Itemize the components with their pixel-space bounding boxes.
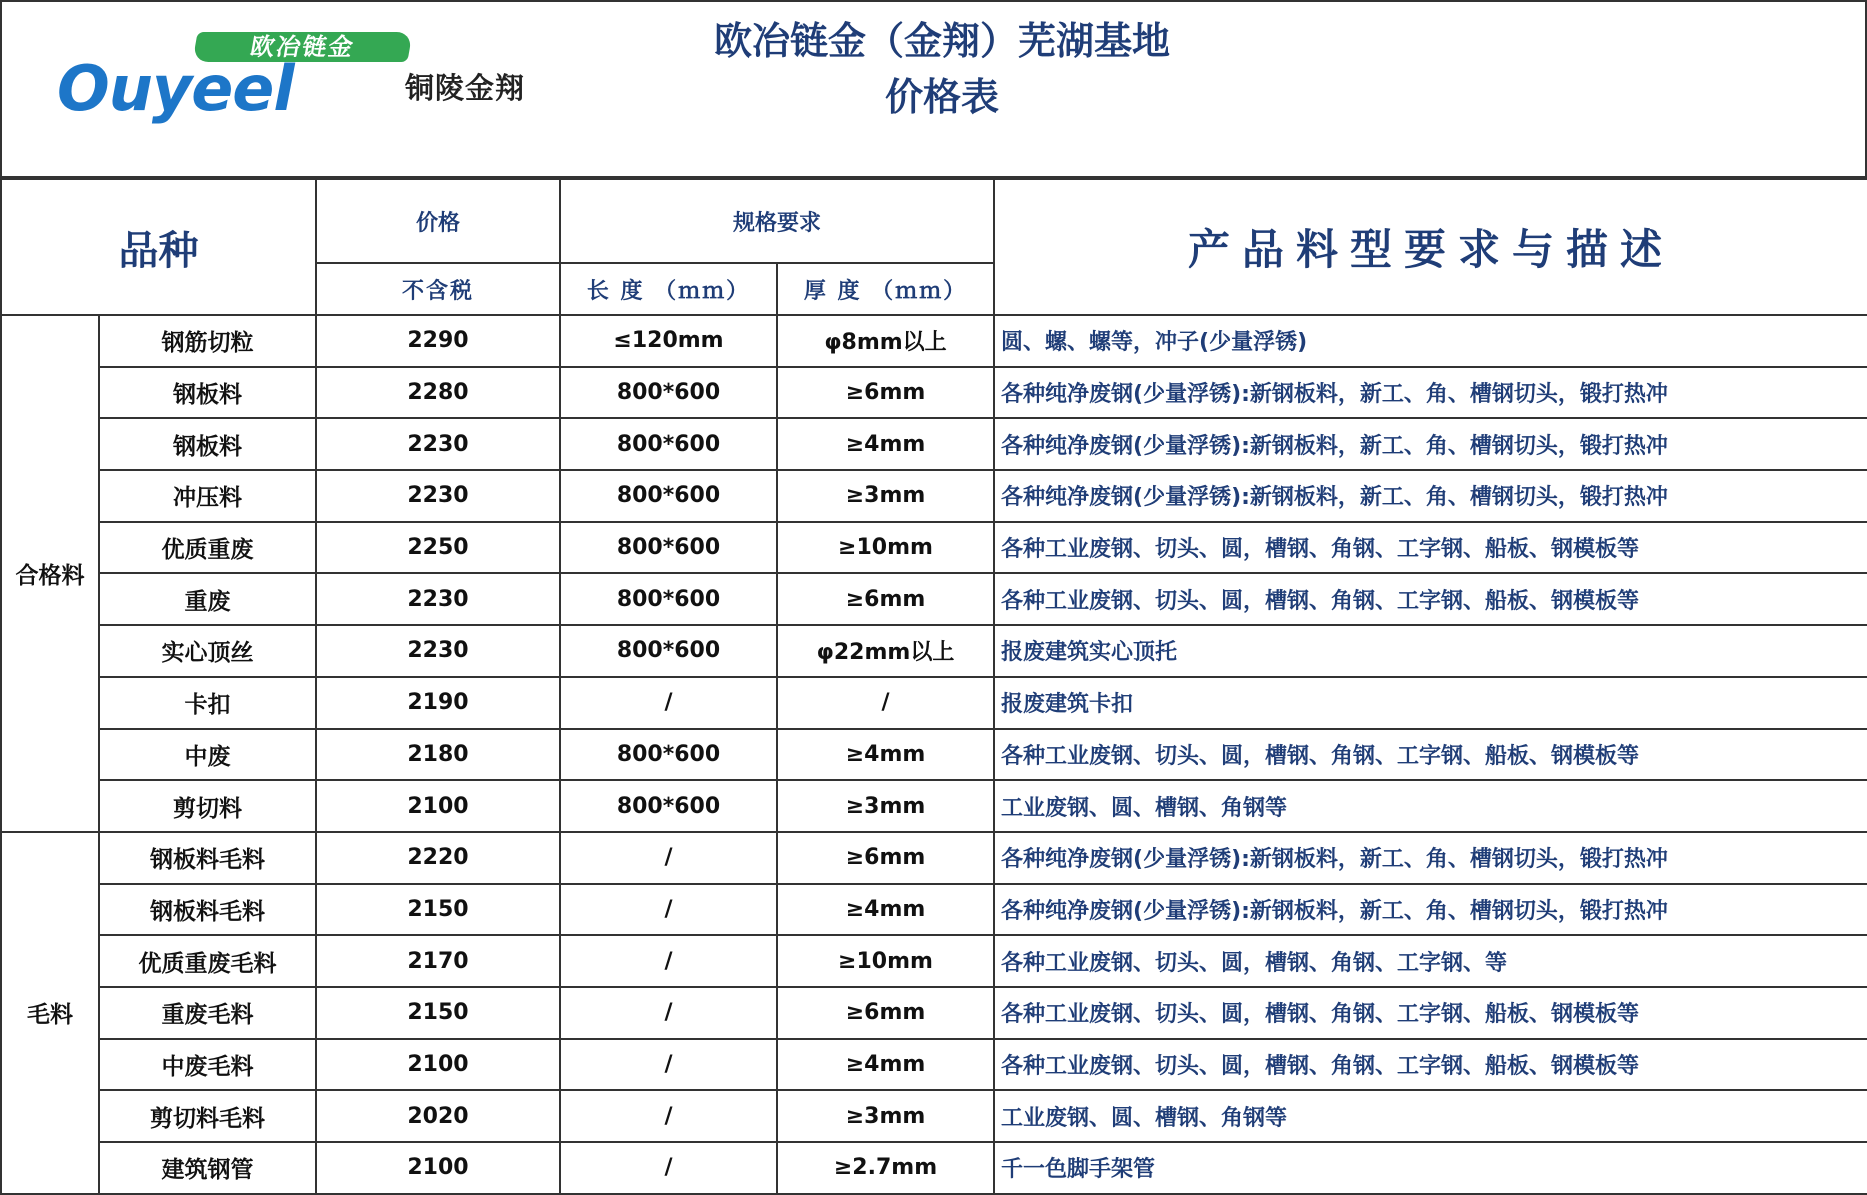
variety-cell: 钢板料毛料 [99, 884, 316, 936]
header-length: 长 度 （ｍｍ） [560, 263, 777, 315]
variety-cell: 钢板料毛料 [99, 832, 316, 884]
thickness-cell: ≥3mm [777, 470, 994, 522]
logo-company-name: 铜陵金翔 [405, 71, 526, 105]
table-row [1, 315, 1867, 367]
table-body [1, 315, 1867, 1194]
length-cell: 800*600 [560, 418, 777, 470]
price-cell: 2280 [316, 367, 560, 419]
length-cell: 800*600 [560, 729, 777, 781]
table-row [1, 573, 1867, 625]
price-cell: 2150 [316, 884, 560, 936]
price-cell: 2230 [316, 470, 560, 522]
thickness-cell: ≥3mm [777, 1090, 994, 1142]
description-cell: 各种工业废钢、切头、圆，槽钢、角钢、工字钢、船板、钢模板等 [994, 1039, 1867, 1091]
thickness-cell: ≥3mm [777, 780, 994, 832]
price-table [0, 178, 1867, 1195]
ouyeel-logo [57, 32, 597, 125]
variety-cell: 钢板料 [99, 367, 316, 419]
header-price: 价格 [316, 179, 560, 263]
thickness-cell: / [777, 677, 994, 729]
description-cell: 各种工业废钢、切头、圆，槽钢、角钢、工字钢、船板、钢模板等 [994, 522, 1867, 574]
table-row [1, 780, 1867, 832]
table-row [1, 1039, 1867, 1091]
description-cell: 工业废钢、圆、槽钢、角钢等 [994, 1090, 1867, 1142]
price-cell: 2230 [316, 625, 560, 677]
thickness-cell: ≥6mm [777, 832, 994, 884]
variety-cell: 钢板料 [99, 418, 316, 470]
length-cell: 800*600 [560, 470, 777, 522]
sheet-subtitle: 价格表 [884, 75, 999, 119]
table-row [1, 729, 1867, 781]
length-cell: / [560, 1039, 777, 1091]
table-row [1, 367, 1867, 419]
description-cell: 各种工业废钢、切头、圆，槽钢、角钢、工字钢、船板、钢模板等 [994, 729, 1867, 781]
table-row [1, 1090, 1867, 1142]
price-cell: 2170 [316, 935, 560, 987]
description-cell: 千一色脚手架管 [994, 1142, 1867, 1194]
length-cell: 800*600 [560, 625, 777, 677]
description-cell: 各种纯净废钢(少量浮锈):新钢板料，新工、角、槽钢切头，锻打热冲 [994, 470, 1867, 522]
logo-badge: 欧冶链金 [192, 32, 412, 62]
variety-cell: 冲压料 [99, 470, 316, 522]
length-cell: / [560, 1142, 777, 1194]
table-row [1, 418, 1867, 470]
variety-cell: 优质重废 [99, 522, 316, 574]
logo-wordmark: Ouyeel [57, 52, 294, 125]
price-cell: 2290 [316, 315, 560, 367]
length-cell: 800*600 [560, 573, 777, 625]
description-cell: 各种工业废钢、切头、圆，槽钢、角钢、工字钢、船板、钢模板等 [994, 987, 1867, 1039]
price-cell: 2220 [316, 832, 560, 884]
table-row [1, 935, 1867, 987]
table-header [1, 179, 1867, 315]
description-cell: 报废建筑实心顶托 [994, 625, 1867, 677]
thickness-cell: ≥4mm [777, 1039, 994, 1091]
thickness-cell: ≥10mm [777, 522, 994, 574]
thickness-cell: ≥10mm [777, 935, 994, 987]
description-cell: 工业废钢、圆、槽钢、角钢等 [994, 780, 1867, 832]
table-row [1, 1142, 1867, 1194]
description-cell: 圆、螺、螺等，冲子(少量浮锈) [994, 315, 1867, 367]
header-variety: 品种 [1, 179, 316, 315]
length-cell: / [560, 677, 777, 729]
length-cell: ≤120mm [560, 315, 777, 367]
price-cell: 2230 [316, 418, 560, 470]
description-cell: 各种纯净废钢(少量浮锈):新钢板料，新工、角、槽钢切头，锻打热冲 [994, 884, 1867, 936]
description-cell: 各种工业废钢、切头、圆，槽钢、角钢、工字钢、船板、钢模板等 [994, 573, 1867, 625]
thickness-cell: ≥4mm [777, 884, 994, 936]
variety-cell: 剪切料 [99, 780, 316, 832]
price-cell: 2180 [316, 729, 560, 781]
variety-cell: 建筑钢管 [99, 1142, 316, 1194]
group-label: 合格料 [1, 315, 99, 832]
length-cell: / [560, 1090, 777, 1142]
table-row [1, 884, 1867, 936]
header-price-note: 不含税 [316, 263, 560, 315]
table-row [1, 625, 1867, 677]
price-cell: 2250 [316, 522, 560, 574]
price-cell: 2150 [316, 987, 560, 1039]
price-cell: 2230 [316, 573, 560, 625]
description-cell: 各种纯净废钢(少量浮锈):新钢板料，新工、角、槽钢切头，锻打热冲 [994, 832, 1867, 884]
variety-cell: 中废毛料 [99, 1039, 316, 1091]
variety-cell: 重废毛料 [99, 987, 316, 1039]
price-cell: 2020 [316, 1090, 560, 1142]
description-cell: 各种纯净废钢(少量浮锈):新钢板料，新工、角、槽钢切头，锻打热冲 [994, 418, 1867, 470]
length-cell: / [560, 987, 777, 1039]
thickness-cell: ≥4mm [777, 418, 994, 470]
variety-cell: 实心顶丝 [99, 625, 316, 677]
length-cell: 800*600 [560, 367, 777, 419]
price-cell: 2190 [316, 677, 560, 729]
table-row [1, 677, 1867, 729]
group-label: 毛料 [1, 832, 99, 1194]
length-cell: / [560, 884, 777, 936]
thickness-cell: ≥4mm [777, 729, 994, 781]
variety-cell: 钢筋切粒 [99, 315, 316, 367]
variety-cell: 卡扣 [99, 677, 316, 729]
description-cell: 报废建筑卡扣 [994, 677, 1867, 729]
thickness-cell: φ22mm以上 [777, 625, 994, 677]
length-cell: 800*600 [560, 780, 777, 832]
variety-cell: 重废 [99, 573, 316, 625]
thickness-cell: ≥6mm [777, 367, 994, 419]
description-cell: 各种工业废钢、切头、圆，槽钢、角钢、工字钢、等 [994, 935, 1867, 987]
length-cell: / [560, 832, 777, 884]
sheet-header [0, 0, 1867, 178]
length-cell: 800*600 [560, 522, 777, 574]
price-cell: 2100 [316, 780, 560, 832]
variety-cell: 中废 [99, 729, 316, 781]
table-row [1, 470, 1867, 522]
table-row [1, 987, 1867, 1039]
sheet-title: 欧冶链金（金翔）芜湖基地 [713, 19, 1170, 63]
description-cell: 各种纯净废钢(少量浮锈):新钢板料，新工、角、槽钢切头，锻打热冲 [994, 367, 1867, 419]
thickness-cell: φ8mm以上 [777, 315, 994, 367]
thickness-cell: ≥2.7mm [777, 1142, 994, 1194]
table-row [1, 832, 1867, 884]
price-cell: 2100 [316, 1039, 560, 1091]
variety-cell: 优质重废毛料 [99, 935, 316, 987]
thickness-cell: ≥6mm [777, 573, 994, 625]
thickness-cell: ≥6mm [777, 987, 994, 1039]
header-thickness: 厚 度 （ｍｍ） [777, 263, 994, 315]
header-spec: 规格要求 [560, 179, 994, 263]
header-description: 产品料型要求与描述 [994, 179, 1867, 315]
table-row [1, 522, 1867, 574]
price-cell: 2100 [316, 1142, 560, 1194]
variety-cell: 剪切料毛料 [99, 1090, 316, 1142]
length-cell: / [560, 935, 777, 987]
